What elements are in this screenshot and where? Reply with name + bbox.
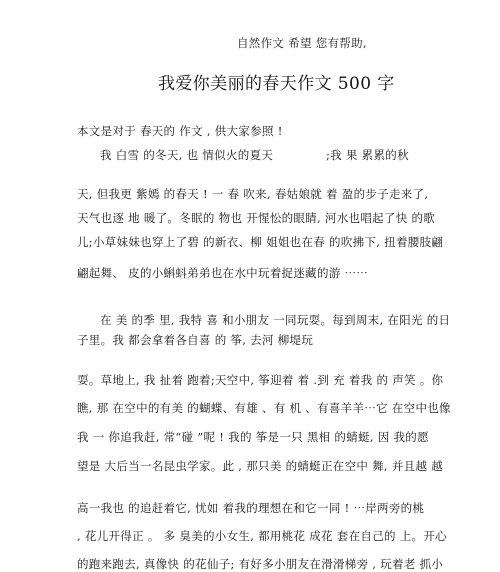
text-line: ;我 果 累累的秋 (326, 148, 409, 162)
text-line: 儿;小草妹妹也穿上了碧 的新衣、柳 姐姐也在春 的吹拂下, 扭着腰肢翩 (77, 235, 444, 249)
text-line: 高一我也 的追赶着它, 忧如 着我的理想在和它一同 ! ⋯岸两旁的桃 (77, 501, 425, 515)
header-note: 自然作文 希望 您有帮助, (237, 36, 367, 50)
text-line: 耍。草地上, 我 扯着 跑着;天空中, 筝迎着 着 .到 充 着我 的 声笑 。你 (77, 373, 444, 387)
document-title: 我爱你美丽的春天作文 500 字 (158, 74, 395, 94)
text-line: 翩起舞、 皮的小蝌蚪弟弟也在水中玩着捉迷藏的游 ⋯⋯ (77, 266, 369, 280)
text-line: 的跑来跑去, 真像快 的花仙子; 有好多小朋友在滑滑梯旁 , 玩着老 抓小 (77, 557, 444, 571)
text-line: 我 一 你追我赶, 常“碰 ”呢 ! 我的 筝是一只 黑相 的蜻蜓, 因 我的愿 (77, 430, 429, 444)
text-line: 天, 但我更 紫嫣 的春天 ! 一 春 吹来, 春姑娘就 着 盈的步子走来了, (77, 187, 429, 201)
text-line: 在 美 的季 里, 我特 喜 和小朋友 一同玩耍。每到周末, 在阳光 的日 (100, 313, 451, 327)
text-line: , 花儿开得正 。 多 臭美的小女生, 都用桃花 成花 套在自己的 上。开心 (77, 529, 447, 543)
text-line: 天气也逐 地 暖了。冬眠的 物也 开惺忪的眼睛, 河水也唱起了快 的歌 (77, 211, 436, 225)
text-line: 望是 大后当一名昆虫学家。此 , 那只美 的蜻蜓正在空中 舞, 并且越 越 (77, 459, 443, 473)
intro-line: 本文是对于 春天的 作文 , 供大家参照 ! (77, 124, 283, 138)
text-line: 子里。我 都会拿着各自喜 的 筝, 去河 柳堤玩 (77, 333, 314, 347)
text-line: 瞧, 那 在空中的有美 的蝴蝶、有雄 、有 机 、有喜羊羊⋯它 在空中也像 (77, 401, 451, 415)
text-line: 我 白雪 的冬天, 也 情似火的夏天 (100, 148, 274, 162)
